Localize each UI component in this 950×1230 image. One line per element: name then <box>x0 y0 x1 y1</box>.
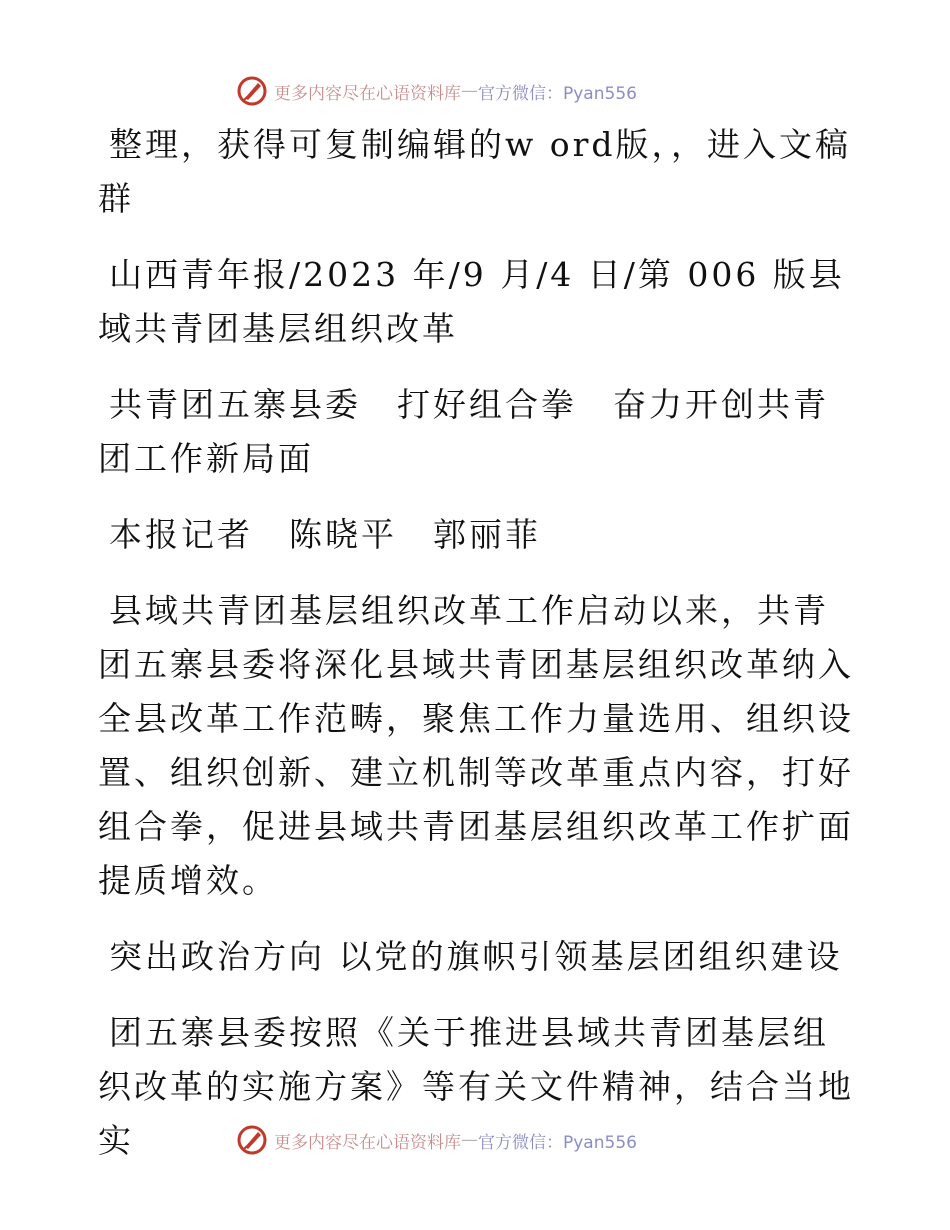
header-watermark <box>236 74 756 108</box>
quill-seal-icon <box>236 75 268 107</box>
quill-seal-icon <box>236 1124 268 1156</box>
watermark-separator: — <box>461 1130 478 1150</box>
paragraph-headline: 共青团五寨县委 打好组合拳 奋力开创共青团工作新局面 <box>98 385 829 478</box>
paragraph-lead: 县域共青团基层组织改革工作启动以来，共青团五寨县委将深化县域共青团基层组织改革纳入全县改革工作范畴，聚焦工作力量选用、组织设置、组织创新、建立机制等改革重点内容，打好组合拳，促进县域共青团基层组织改革工作扩面提质增效。 <box>98 591 854 900</box>
paragraph-intro: 整理，获得可复制编辑的w ord版，，进入文稿群 <box>98 125 852 218</box>
paragraph-byline: 本报记者 陈晓平 郭丽菲 <box>109 515 541 554</box>
watermark-account: 官方微信：Pyan556 <box>478 83 637 104</box>
paragraph-subheading: 突出政治方向 以党的旗帜引领基层团组织建设 <box>109 937 843 976</box>
watermark-main-text: 更多内容尽在心语资料库 <box>274 1132 461 1153</box>
paragraph-body: 团五寨县委按照《关于推进县域共青团基层组织改革的实施方案》等有关文件精神，结合当地实 <box>98 1013 854 1160</box>
watermark-separator: — <box>461 81 478 101</box>
document-body <box>98 118 858 1190</box>
watermark-account: 官方微信：Pyan556 <box>478 1132 637 1153</box>
paragraph-source: 山西青年报/2023 年/9 月/4 日/第 006 版县域共青团基层组织改革 <box>98 255 845 348</box>
watermark-main-text: 更多内容尽在心语资料库 <box>274 83 461 104</box>
footer-watermark <box>236 1123 756 1157</box>
